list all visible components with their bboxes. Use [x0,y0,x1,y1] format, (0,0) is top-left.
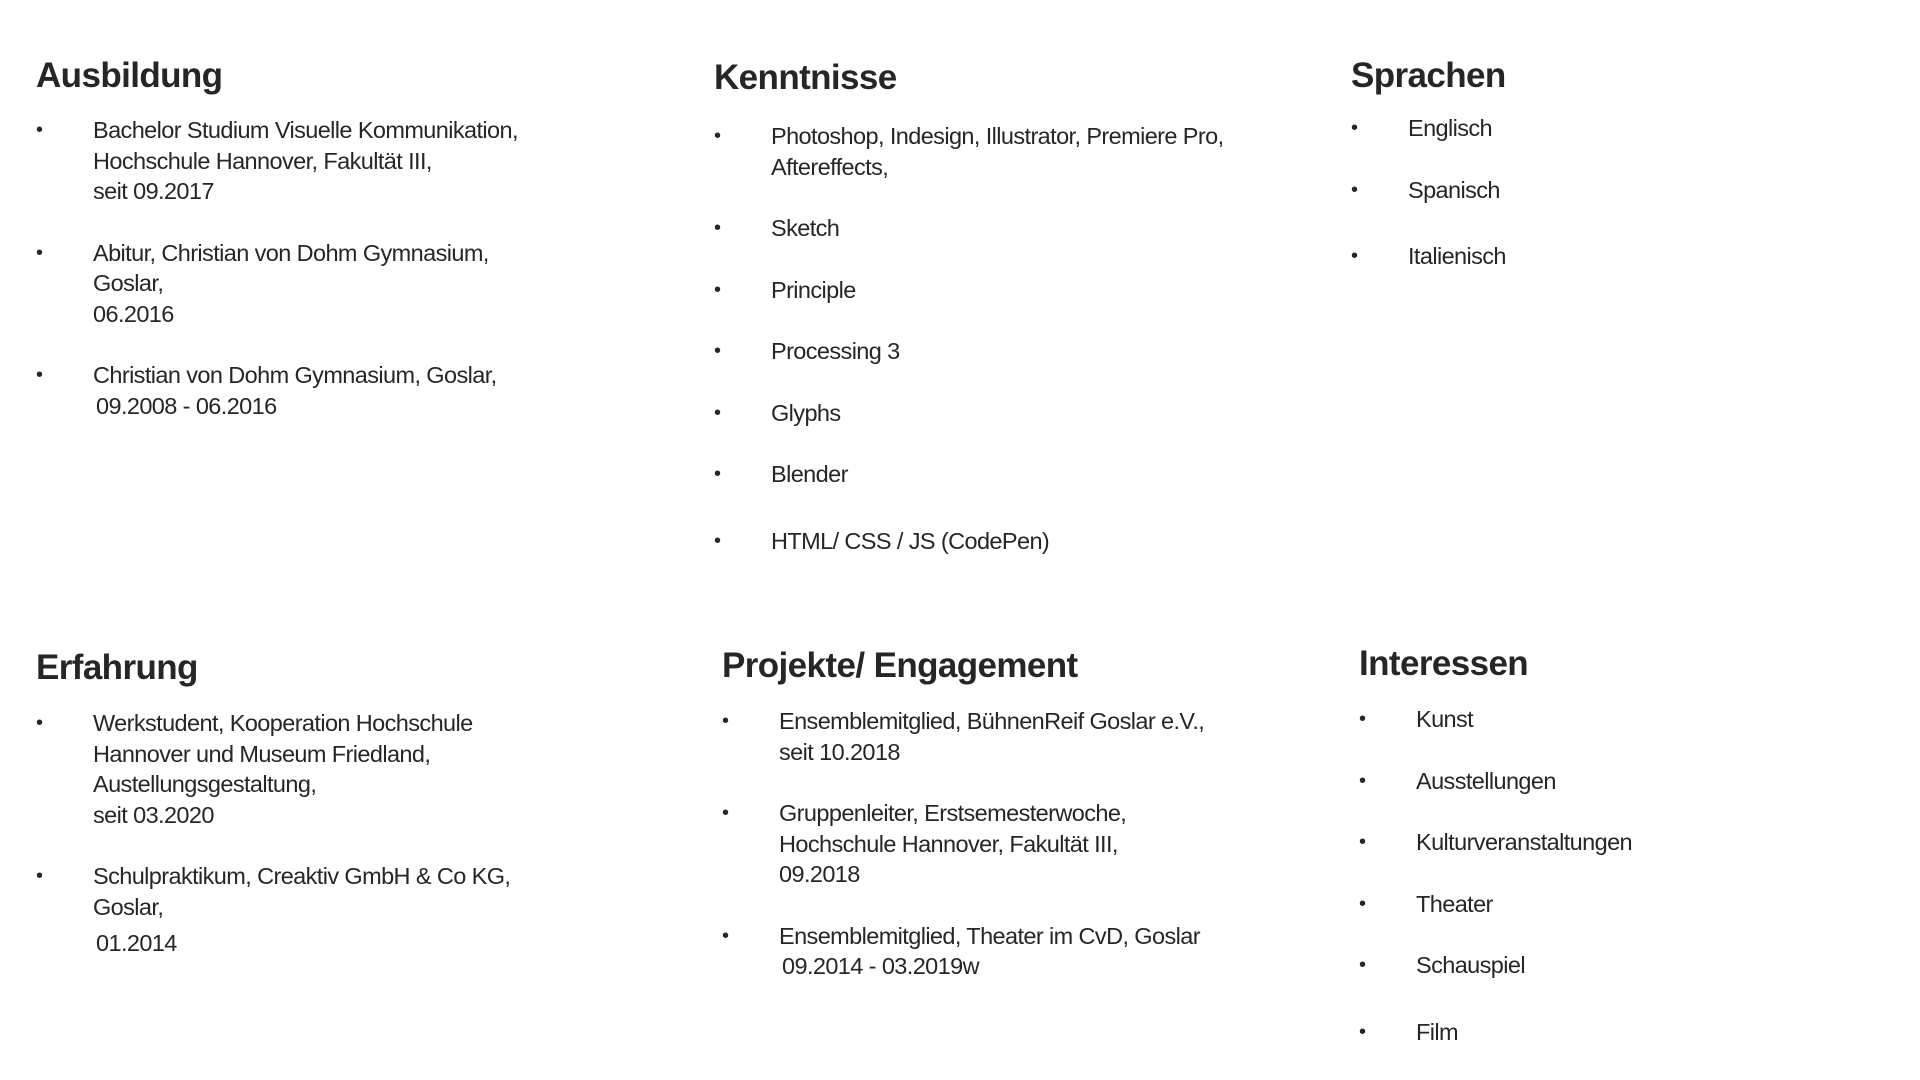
heading-interessen: Interessen [1359,644,1529,683]
bullet-icon: • [36,241,43,264]
bullet-icon: • [714,463,721,485]
list-item: • Gruppenleiter, Erstsemesterwoche, Hochschule Hannover, Fakultät III, 09.2018 [722,800,1127,887]
bullet-icon: • [1359,708,1366,730]
list-item: • Werkstudent, Kooperation Hochschule Hannover und Museum Friedland, Austellungsgestaltung, seit 03.2020 [36,710,473,828]
list-item: • Spanisch [1351,175,1506,206]
bullet-icon: • [722,802,729,824]
bullet-icon: • [1359,1020,1366,1043]
list-item: • Ausstellungen [1359,766,1632,797]
heading-erfahrung: Erfahrung [36,648,198,687]
bullet-icon: • [36,364,43,386]
list-item: • Film [1359,1017,1632,1048]
bullet-icon: • [1359,831,1366,853]
bullet-icon: • [36,119,43,141]
list-item: • Bachelor Studium Visuelle Kommunikation, Hochschule Hannover, Fakultät III, seit 09.2017 [36,117,518,204]
bullet-icon: • [36,712,43,734]
section-projekte [722,646,1204,982]
bullet-icon: • [714,401,721,424]
bullet-icon: • [1351,245,1358,267]
list-item: • Kunst [1359,704,1632,735]
bullet-icon: • [1359,954,1366,976]
bullet-icon: • [714,340,721,362]
list-item: • Ensemblemitglied, BühnenReif Goslar e.V., seit 10.2018 [722,708,1205,765]
list-projekte [722,706,1204,982]
list-item: • Glyphs [714,398,1224,429]
list-sprachen [1351,113,1506,272]
section-kenntnisse [714,58,1224,556]
bullet-icon: • [1351,178,1358,201]
list-item: • Kulturveranstaltungen [1359,827,1632,858]
bullet-icon: • [36,865,43,887]
bullet-icon: • [714,217,721,239]
list-item: • Blender [714,459,1224,490]
bullet-icon: • [1359,892,1366,915]
list-item: • HTML/ CSS / JS (CodePen) [714,526,1224,557]
list-item: • Italienisch [1351,241,1506,272]
heading-projekte: Projekte/ Engagement [722,646,1078,685]
bullet-icon: • [714,278,721,301]
list-item: • Ensemblemitglied, Theater im CvD, Goslar 09.2014 - 03.2019w [722,922,1200,979]
list-item: • Schauspiel [1359,950,1632,981]
section-sprachen [1351,56,1506,272]
bullet-icon: • [714,125,721,147]
list-item: • Englisch [1351,113,1506,144]
list-kenntnisse [714,121,1224,556]
list-erfahrung [36,708,510,959]
section-ausbildung [36,56,518,421]
section-erfahrung [36,648,510,959]
list-item: • Abitur, Christian von Dohm Gymnasium, Goslar, 06.2016 [36,239,489,327]
bullet-icon: • [714,529,721,552]
list-item: • Christian von Dohm Gymnasium, Goslar, 09.2008 - 06.2016 [36,362,497,419]
list-ausbildung [36,115,518,421]
list-interessen [1359,704,1632,1047]
heading-ausbildung: Ausbildung [36,56,223,95]
list-item: • Schulpraktikum, Creaktiv GmbH & Co KG, Goslar, 01.2014 [36,863,511,956]
list-item: • Sketch [714,213,1224,244]
heading-sprachen: Sprachen [1351,56,1506,95]
list-item: • Photoshop, Indesign, Illustrator, Premiere Pro, Aftereffects, [714,123,1224,180]
list-item: • Theater [1359,889,1632,920]
section-interessen [1359,644,1632,1047]
list-item: • Principle [714,275,1224,306]
bullet-icon: • [1359,769,1366,792]
list-item: • Processing 3 [714,336,1224,367]
bullet-icon: • [1351,117,1358,139]
bullet-icon: • [722,924,729,947]
heading-kenntnisse: Kenntnisse [714,58,897,97]
bullet-icon: • [722,710,729,732]
